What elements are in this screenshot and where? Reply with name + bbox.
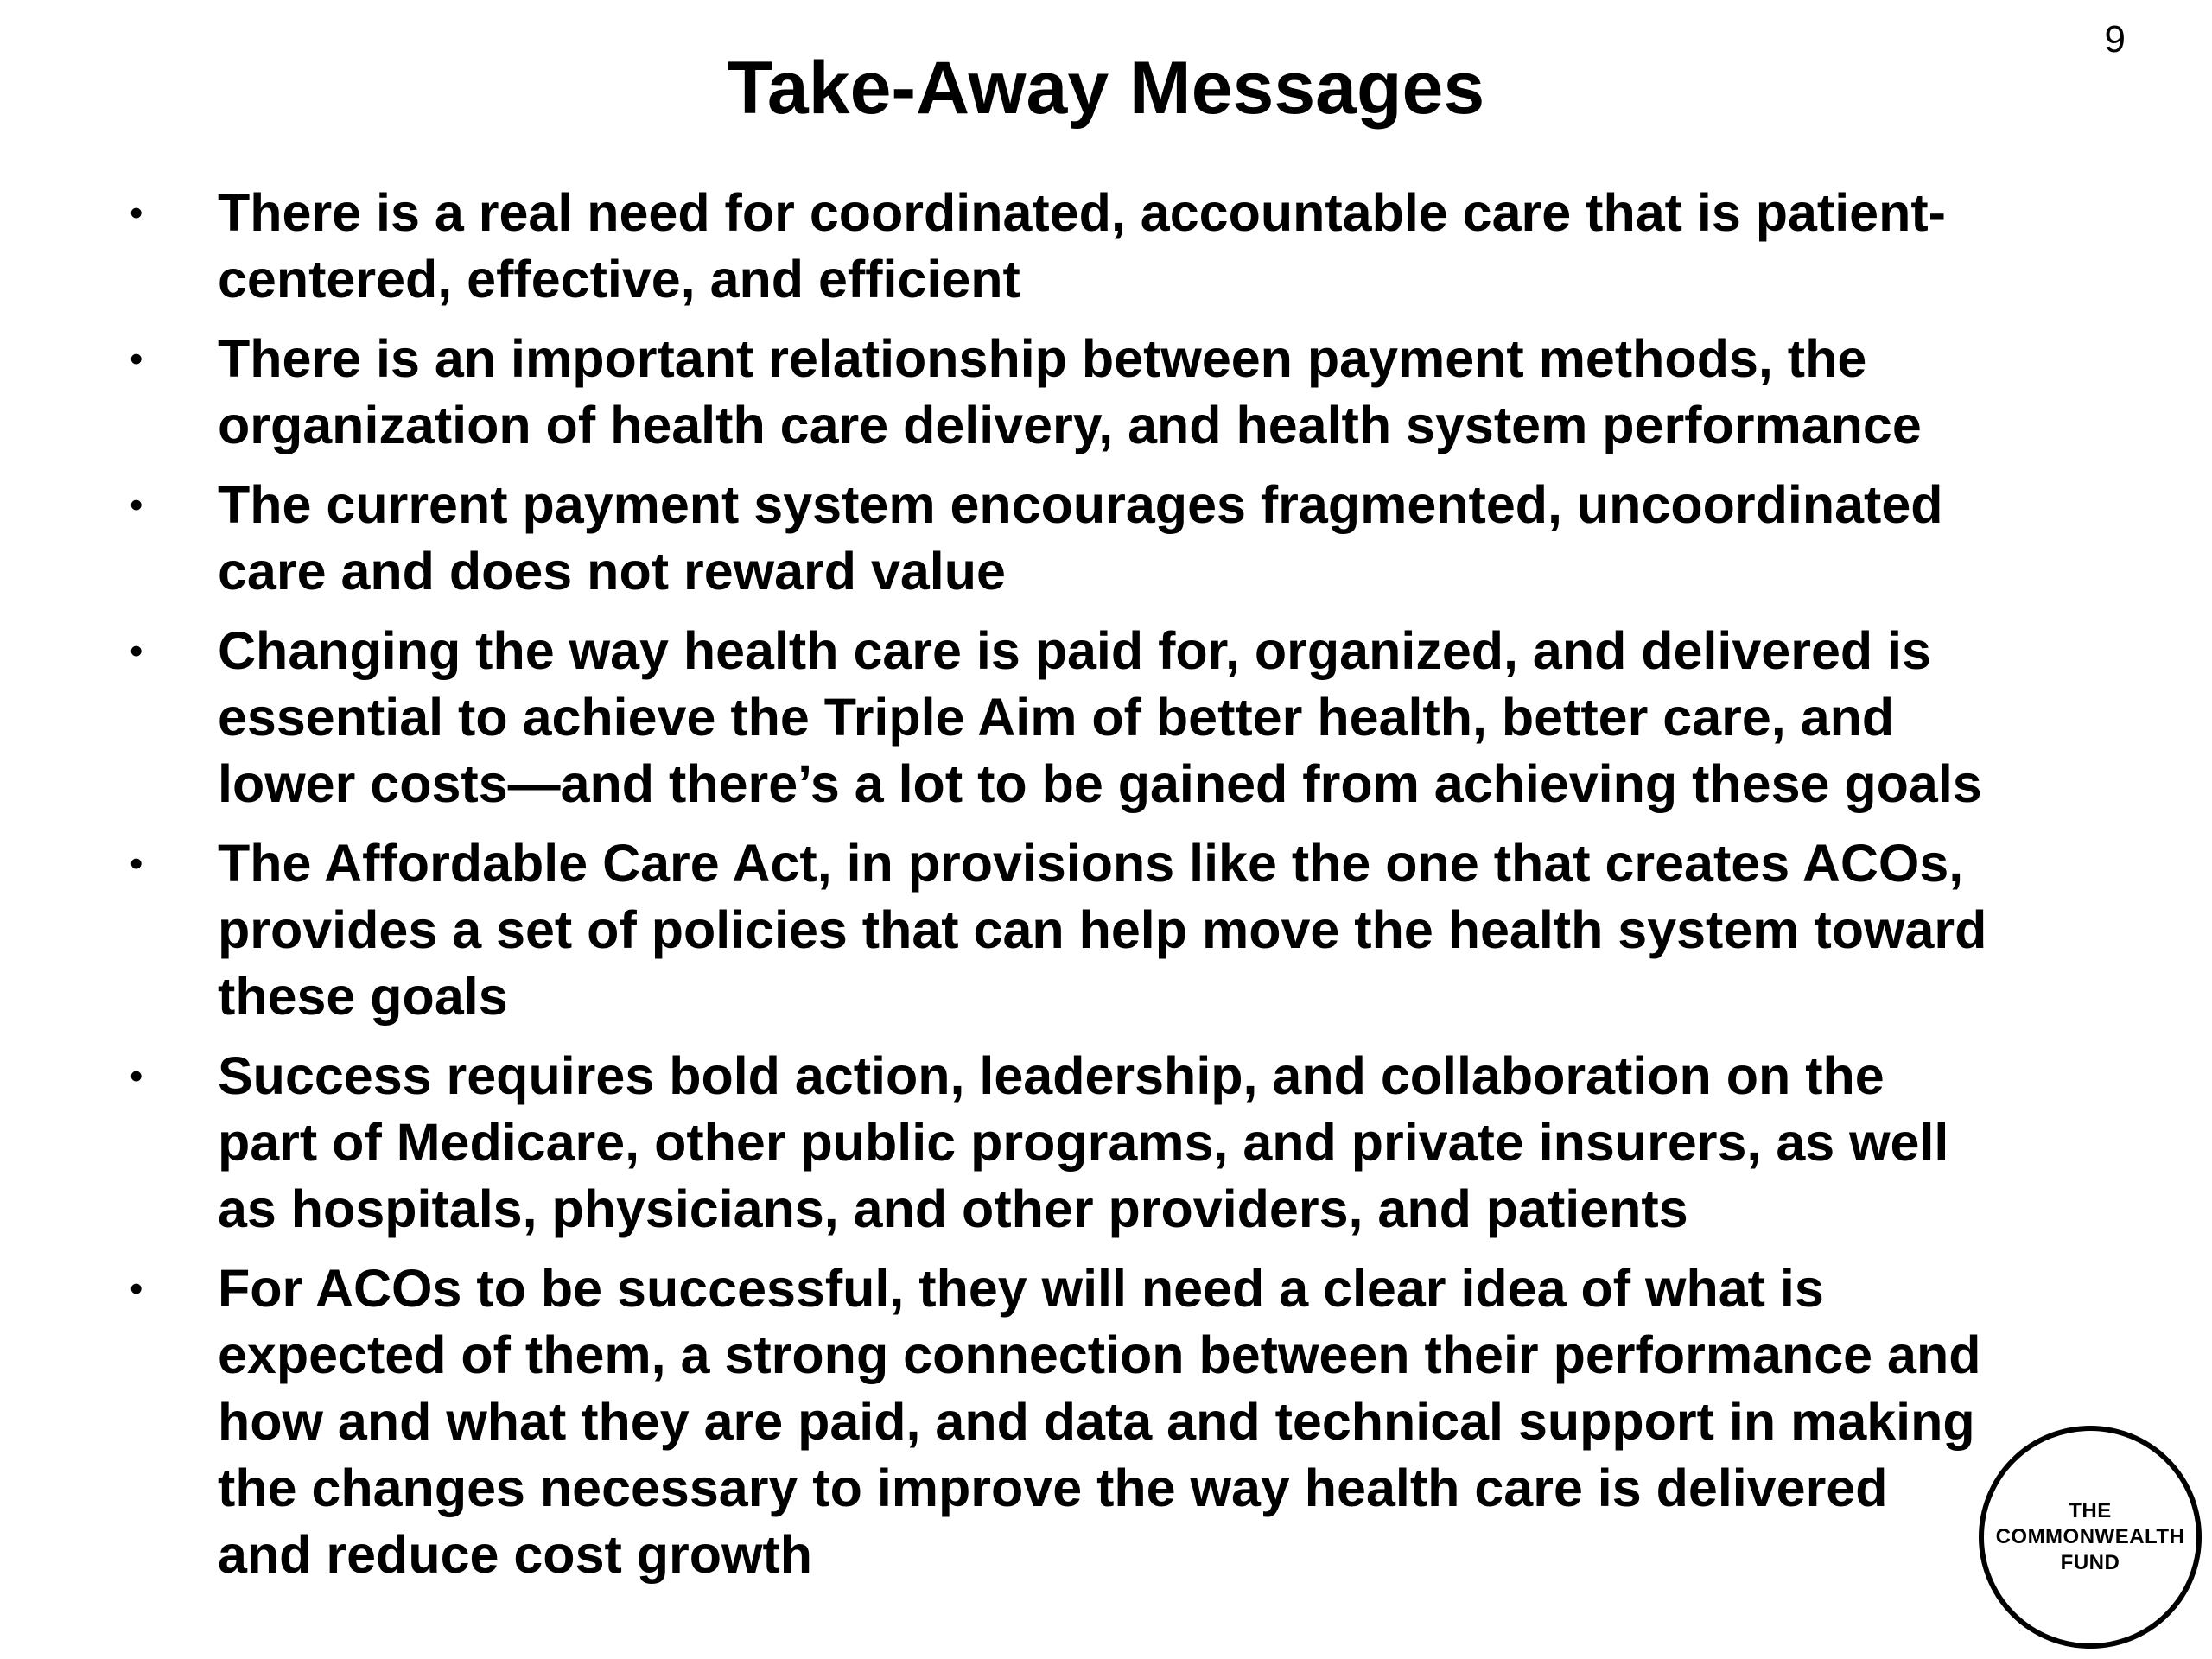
bullet-line: the changes necessary to improve the way health care is delivered — [218, 1459, 1888, 1517]
bullet-icon: • — [130, 1055, 143, 1097]
bullet-line: There is an important relationship between payment methods, the — [218, 329, 1867, 388]
bullet-icon: • — [130, 842, 143, 885]
bullet-line: how and what they are paid, and data and technical support in making — [218, 1392, 1975, 1451]
bullet-list — [130, 180, 2117, 1601]
bullet-line: essential to achieve the Triple Aim of better health, better care, and — [218, 688, 1895, 747]
bullet-item — [130, 326, 2117, 459]
bullet-line: as hospitals, physicians, and other providers, and patients — [218, 1179, 1688, 1238]
bullet-line: There is a real need for coordinated, accountable care that is patient- — [218, 183, 1946, 242]
bullet-item — [130, 472, 2117, 605]
bullet-text — [218, 1259, 1981, 1584]
bullet-line: Changing the way health care is paid for, organized, and delivered is — [218, 621, 1931, 680]
bullet-line: organization of health care delivery, and health system performance — [218, 396, 1922, 454]
bullet-item — [130, 1255, 2117, 1588]
commonwealth-fund-logo — [1979, 1426, 2202, 1649]
logo-line: COMMONWEALTH — [1995, 1525, 2185, 1548]
bullet-line: The Affordable Care Act, in provisions like the one that creates ACOs, — [218, 834, 1964, 893]
bullet-item — [130, 1043, 2117, 1243]
bullet-item — [130, 830, 2117, 1030]
logo-line: FUND — [2060, 1551, 2120, 1574]
bullet-icon: • — [130, 338, 143, 380]
slide-number: 9 — [2104, 18, 2126, 60]
bullet-line: and reduce cost growth — [218, 1525, 813, 1584]
bullet-line: lower costs—and there’s a lot to be gained from achieving these goals — [218, 754, 1982, 813]
bullet-text — [218, 1046, 1948, 1238]
bullet-text — [218, 834, 1986, 1026]
bullet-icon: • — [130, 484, 143, 526]
slide-title: Take-Away Messages — [727, 47, 1485, 130]
bullet-line: part of Medicare, other public programs, and private insurers, as well — [218, 1113, 1949, 1172]
bullet-line: centered, effective, and efficient — [218, 250, 1020, 308]
bullet-icon: • — [130, 630, 143, 672]
bullet-item — [130, 180, 2117, 313]
bullet-text — [218, 475, 1943, 601]
logo-line: THE — [2069, 1499, 2112, 1522]
bullet-line: care and does not reward value — [218, 542, 1006, 601]
bullet-line: provides a set of policies that can help move the health system toward — [218, 900, 1987, 959]
bullet-line: The current payment system encourages fragmented, uncoordinated — [218, 475, 1943, 534]
bullet-line: expected of them, a strong connection between their performance and — [218, 1325, 1981, 1384]
bullet-line: Success requires bold action, leadership, and collaboration on the — [218, 1046, 1885, 1105]
bullet-text — [218, 329, 1922, 454]
bullet-icon: • — [130, 192, 143, 234]
bullet-icon: • — [130, 1268, 143, 1310]
bullet-text — [218, 621, 1982, 813]
bullet-line: For ACOs to be successful, they will need a clear idea of what is — [218, 1259, 1824, 1318]
bullet-item — [130, 618, 2117, 817]
bullet-text — [218, 183, 1946, 308]
bullet-line: these goals — [218, 967, 508, 1026]
